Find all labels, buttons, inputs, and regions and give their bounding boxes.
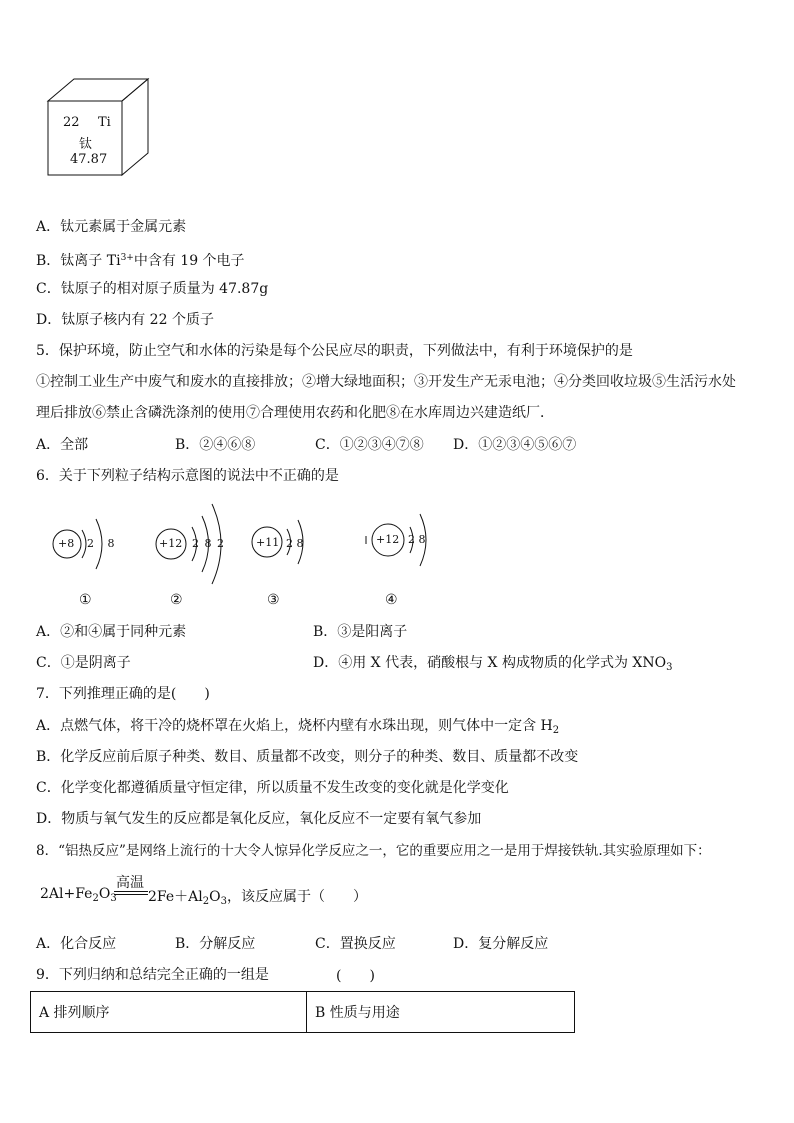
eq-right-sub1: 2 (202, 896, 210, 907)
q6-formula-sub: 3 (666, 662, 673, 673)
q8-option-b: B．分解反应 (175, 936, 256, 952)
q5-items-line2: 理后排放⑥禁止含磷洗涤剂的使用⑦合理使用农药和化肥⑧在水库周边兴建造纸厂． (36, 405, 554, 421)
particle-1-label: ① (79, 592, 92, 608)
table-header-b: B 性质与用途 (307, 992, 575, 1033)
q6-option-b: B．③是阳离子 (313, 624, 408, 640)
q7-h-sub: 2 (552, 725, 560, 736)
q8-equals-line (114, 891, 148, 892)
ion-charge: 3+ (120, 253, 134, 263)
eq-left-sub1: 2 (92, 893, 99, 904)
q9-paren: ( ) (336, 968, 375, 984)
particle-4-shells: 2 8 (408, 533, 426, 546)
q4-option-d: D．钛原子核内有 22 个质子 (36, 312, 214, 328)
particle-2-label: ② (170, 592, 183, 608)
q5-option-d: D．①②③④⑤⑥⑦ (453, 437, 577, 453)
eq-right-sub2: 3 (220, 896, 227, 907)
q5-items-line1: ①控制工业生产中废气和废水的直接排放；②增大绿地面积；③开发生产无汞电池；④分类回收垃圾⑤生活污水处 (36, 374, 736, 390)
q7-stem: 7．下列推理正确的是( ) (36, 686, 210, 702)
particle-3-shells: 2 8 (286, 537, 304, 550)
q8-option-c: C．置换反应 (315, 936, 396, 952)
particle-1-shells: 2 8 (87, 537, 115, 550)
element-name: 钛 (79, 137, 93, 152)
q5-stem: 5．保护环境，防止空气和水体的污染是每个公民应尽的职责，下列做法中，有利于环境保护的是 (36, 343, 633, 359)
q6-option-c: C．①是阴离子 (36, 655, 131, 671)
q4-option-b-tail: 中含有 19 个电子 (133, 253, 245, 269)
eq-right-mid: O (209, 889, 221, 905)
eq-tail: ，该反应属于（ ） (226, 889, 367, 905)
q5-option-b: B．②④⑥⑧ (175, 437, 256, 453)
q4-option-b (36, 248, 245, 271)
q6-stem: 6．关于下列粒子结构示意图的说法中不正确的是 (36, 468, 339, 484)
q7-option-c: C．化学变化都遵循质量守恒定律，所以质量不发生改变的变化就是化学变化 (36, 780, 509, 796)
particle-3-label: ③ (267, 592, 280, 608)
q9-table (30, 991, 575, 1033)
particle-4-label: ④ (385, 592, 398, 608)
q8-option-a: A．化合反应 (36, 936, 117, 952)
table-row (31, 992, 575, 1033)
eq-right: 2Fe＋Al (148, 889, 203, 905)
q8-stem: 8．“铝热反应”是网络上流行的十大令人惊异化学反应之一，它的重要应用之一是用于焊接铁轨.其实验原理如下： (36, 843, 711, 859)
q7-option-d: D．物质与氧气发生的反应都是氧化反应，氧化反应不一定要有氧气参加 (36, 811, 482, 827)
q7-option-b: B．化学反应前后原子种类、数目、质量都不改变，则分子的种类、数目、质量都不改变 (36, 749, 579, 765)
particle-2-shells: 2 8 2 (192, 537, 224, 550)
particle-4-nucleus: +12 (376, 533, 400, 546)
q5-option-c: C．①②③④⑦⑧ (315, 437, 424, 453)
q7-option-a-text: A．点燃气体，将干冷的烧杯罩在火焰上，烧杯内壁有水珠出现，则气体中一定含 H (36, 718, 553, 734)
eq-left-mid: O (98, 886, 111, 902)
q7-option-a (36, 716, 559, 741)
q9-stem: 9．下列归纳和总结完全正确的一组是 (36, 967, 269, 983)
particle-3-nucleus: +11 (256, 536, 280, 549)
q6-option-a: A．②和④属于同种元素 (36, 624, 187, 640)
q6-option-d-text: D．④用 X 代表，硝酸根与 X 构成物质的化学式为 XNO (313, 655, 667, 671)
element-symbol: Ti (98, 115, 111, 130)
particle-2-nucleus: +12 (159, 537, 183, 550)
q8-equation-right (148, 886, 367, 907)
q4-option-b-text: B．钛离子 Ti (36, 253, 121, 269)
particle-1-nucleus: +8 (58, 537, 75, 550)
q4-option-c: C．钛原子的相对原子质量为 47.87g (36, 281, 269, 297)
table-header-a: A 排列顺序 (31, 992, 307, 1033)
eq-left: 2Al+Fe (40, 886, 93, 902)
eq-left-sub2: 3 (110, 893, 117, 904)
q8-equation (40, 886, 117, 904)
element-mass: 47.87 (70, 152, 108, 167)
q4-option-a: A．钛元素属于金属元素 (36, 219, 187, 235)
element-number: 22 (63, 115, 80, 130)
q8-condition: 高温 (116, 875, 144, 891)
q8-option-d: D．复分解反应 (453, 936, 549, 952)
q6-option-d (313, 653, 672, 678)
q8-equals-line-2 (114, 894, 148, 895)
q5-option-a: A．全部 (36, 437, 89, 453)
